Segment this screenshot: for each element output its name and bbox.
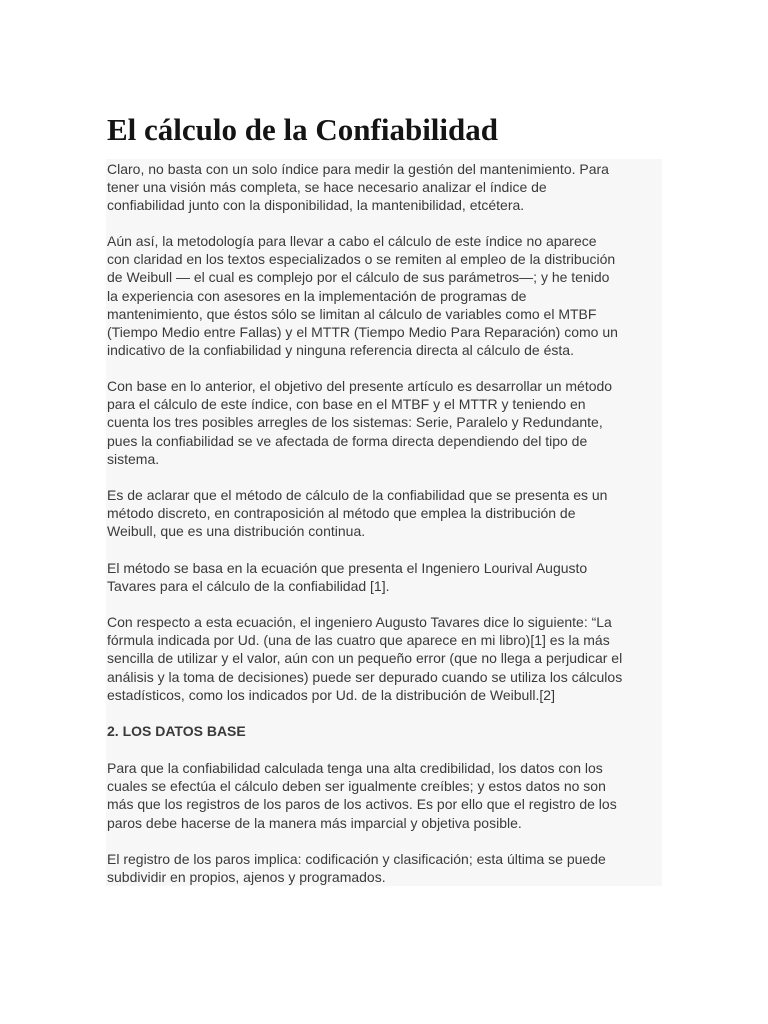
paragraph-3 (107, 377, 663, 468)
text-line: El método se basa en la ecuación que presenta el Ingeniero Lourival Augusto (107, 560, 588, 576)
text-line: El registro de los paros implica: codificación y clasificación; esta última se puede (107, 851, 606, 867)
text-line: Para que la confiabilidad calculada tenga una alta credibilidad, los datos con los (107, 760, 603, 776)
text-line: con claridad en los textos especializados o se remiten al empleo de la distribución (107, 251, 616, 268)
text-line: mantenimiento, que éstos sólo se limitan al cálculo de variables como el MTBF (107, 305, 597, 322)
text-line: (Tiempo Medio entre Fallas) y el MTTR (Tiempo Medio Para Reparación) como un (107, 324, 618, 341)
paragraph-8 (107, 850, 663, 886)
text-line: cuales se efectúa el cálculo deben ser igualmente creíbles; y estos datos no son (107, 778, 606, 795)
text-line: de Weibull — el cual es complejo por el cálculo de sus parámetros—; y he tenido (107, 269, 610, 286)
text-line: confiabilidad junto con la disponibilidad, la mantenibilidad, etcétera. (107, 197, 525, 214)
paragraph-4 (107, 486, 663, 541)
text-line: Con respecto a esta ecuación, el ingeniero Augusto Tavares dice lo siguiente: “La (107, 614, 612, 630)
text-line: Aún así, la metodología para llevar a cabo el cálculo de este índice no aparece (107, 233, 597, 249)
paragraph-5 (107, 559, 663, 595)
article-body (106, 159, 662, 886)
text-line: análisis y la toma de decisiones) puede ser depurado cuando se utiliza los cálculos (107, 668, 623, 685)
text-line: sistema. (107, 450, 160, 467)
section-heading: 2. LOS DATOS BASE (107, 723, 246, 739)
text-line: paros debe hacerse de la manera más imparcial y objetiva posible. (107, 814, 522, 831)
text-line: cuenta los tres posibles arregles de los sistemas: Serie, Paralelo y Redundante, (107, 414, 603, 431)
text-line: Claro, no basta con un solo índice para medir la gestión del mantenimiento. Para (107, 161, 609, 177)
paragraph-2 (107, 232, 663, 359)
text-line: para el cálculo de este índice, con base en el MTBF y el MTTR y teniendo en (107, 396, 586, 413)
text-line: más que los registros de los paros de los activos. Es por ello que el registro de los (107, 796, 617, 813)
text-line: Con base en lo anterior, el objetivo del presente artículo es desarrollar un método (107, 378, 613, 394)
paragraph-1 (107, 160, 663, 215)
text-line: Tavares para el cálculo de la confiabilidad [1]. (107, 578, 390, 595)
text-line: tener una visión más completa, se hace necesario analizar el índice de (107, 179, 547, 196)
text-line: fórmula indicada por Ud. (una de las cuatro que aparece en mi libro)[1] es la más (107, 632, 610, 649)
text-line: Weibull, que es una distribución continua. (107, 523, 366, 540)
text-line: sencilla de utilizar y el valor, aún con un pequeño error (que no llega a perjudicar el (107, 650, 623, 667)
text-line: Es de aclarar que el método de cálculo de la confiabilidad que se presenta es un (107, 487, 608, 503)
text-line: pues la confiabilidad se ve afectada de forma directa dependiendo del tipo de (107, 432, 588, 449)
text-line: método discreto, en contraposición al método que emplea la distribución de (107, 505, 576, 522)
document-title: El cálculo de la Confiabilidad (107, 112, 499, 147)
text-line: la experiencia con asesores en la implementación de programas de (107, 287, 527, 304)
text-line: indicativo de la confiabilidad y ninguna referencia directa al cálculo de ésta. (107, 342, 574, 359)
paragraph-7 (107, 759, 663, 832)
text-line: subdividir en propios, ajenos y programados. (107, 869, 386, 886)
paragraph-6 (107, 613, 663, 704)
text-line: estadísticos, como los indicados por Ud. de la distribución de Weibull.[2] (107, 686, 555, 703)
